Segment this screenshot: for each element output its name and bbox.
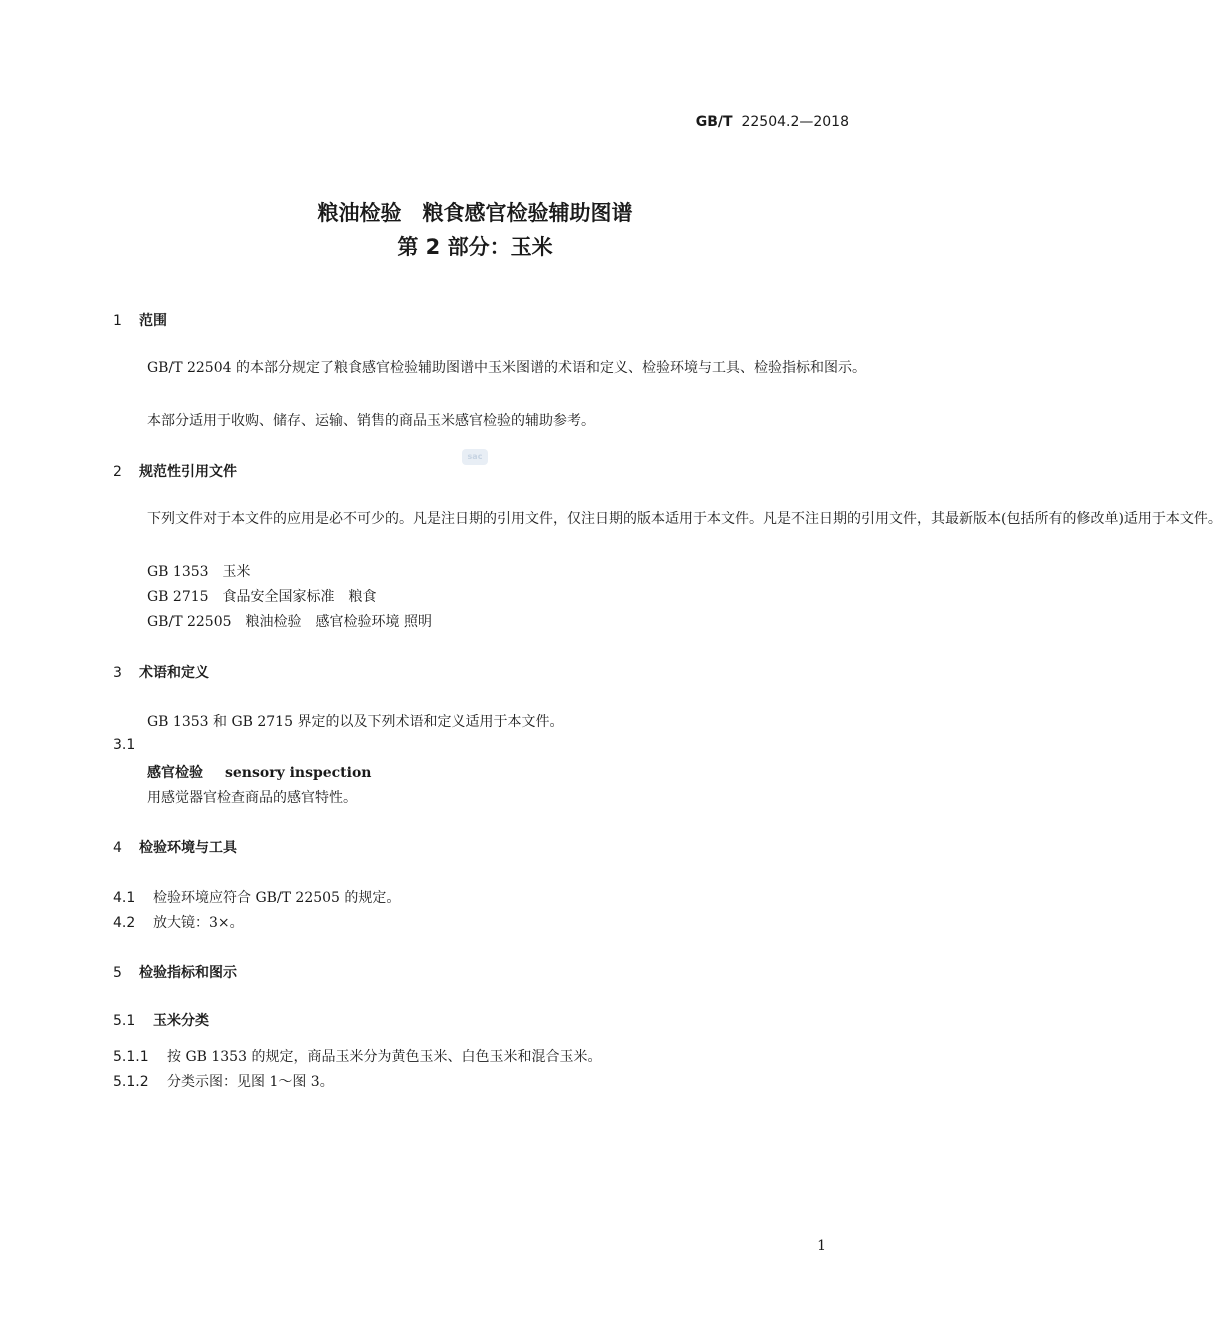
reference-gbt22505: GB/T 22505 粮油检验 感官检验环境 照明 xyxy=(147,614,432,630)
clause-5-1-2: 5.1.2 分类示图：见图 1～图 3。 xyxy=(113,1074,334,1090)
section-3-paragraph-1: GB 1353 和 GB 2715 界定的以及下列术语和定义适用于本文件。 xyxy=(147,714,564,730)
clause-4-1: 4.1 检验环境应符合 GB/T 22505 的规定。 xyxy=(113,890,401,906)
standard-code: GB/T 22504.2—2018 xyxy=(695,114,849,130)
section-5-heading: 5 检验指标和图示 xyxy=(113,965,237,981)
section-2-paragraph-1: 下列文件对于本文件的应用是必不可少的。凡是注日期的引用文件，仅注日期的版本适用于本文件。凡是不注日期的引用文件，其最新版本(包括所有的修改单)适用于本文件。 xyxy=(147,511,1222,527)
section-1-paragraph-1: GB/T 22504 的本部分规定了粮食感官检验辅助图谱中玉米图谱的术语和定义、检验环境与工具、检验指标和图示。 xyxy=(147,360,866,376)
section-2-heading: 2 规范性引用文件 xyxy=(113,464,237,480)
sac-watermark: sac xyxy=(462,449,488,465)
doc-subtitle: 第 2 部分：玉米 xyxy=(397,235,553,259)
section-1-paragraph-2: 本部分适用于收购、储存、运输、销售的商品玉米感官检验的辅助参考。 xyxy=(147,413,595,429)
subsection-5-1-heading: 5.1 玉米分类 xyxy=(113,1013,209,1029)
section-3-heading: 3 术语和定义 xyxy=(113,665,209,681)
term-number: 3.1 xyxy=(113,737,136,753)
term-entry: 感官检验 sensory inspection xyxy=(147,765,372,781)
term-definition: 用感觉器官检查商品的感官特性。 xyxy=(147,790,357,806)
section-1-heading: 1 范围 xyxy=(113,313,167,329)
clause-5-1-1: 5.1.1 按 GB 1353 的规定，商品玉米分为黄色玉米、白色玉米和混合玉米。 xyxy=(113,1049,602,1065)
reference-gb1353: GB 1353 玉米 xyxy=(147,564,251,580)
page-number: 1 xyxy=(817,1238,826,1254)
reference-gb2715: GB 2715 食品安全国家标准 粮食 xyxy=(147,589,377,605)
clause-4-2: 4.2 放大镜：3×。 xyxy=(113,915,244,931)
doc-title: 粮油检验 粮食感官检验辅助图谱 xyxy=(317,201,633,225)
section-4-heading: 4 检验环境与工具 xyxy=(113,840,237,856)
